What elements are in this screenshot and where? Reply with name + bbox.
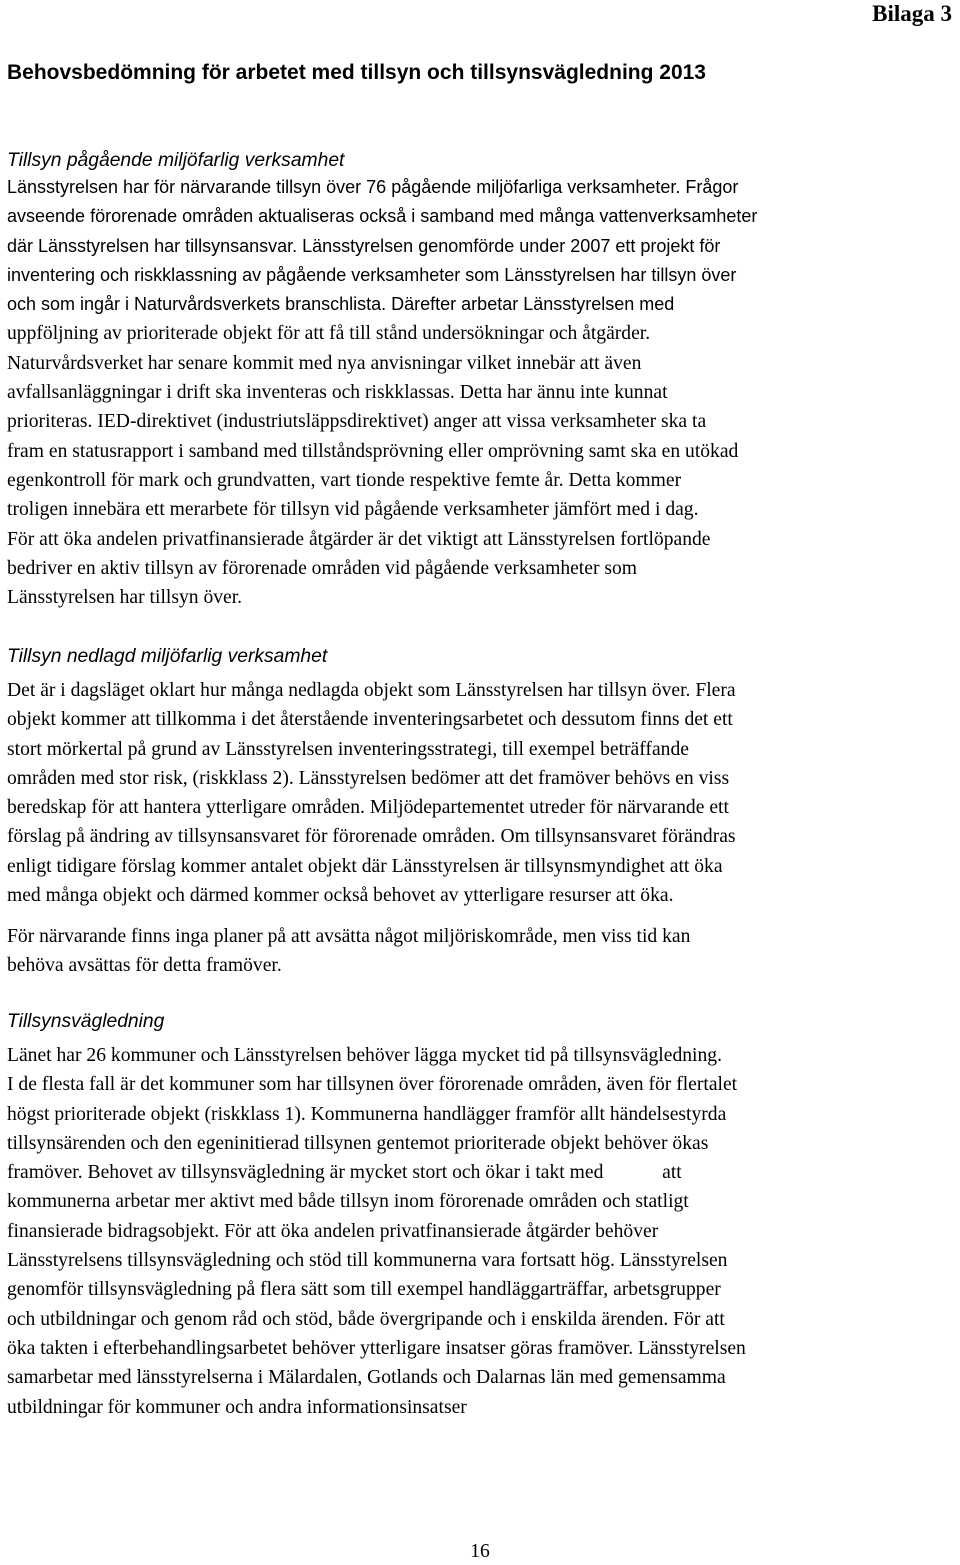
text-line: objekt kommer att tillkomma i det återstående inventeringsarbetet och dessutom finns det ett [7,709,733,731]
text-line: och utbildningar och genom råd och stöd, både övergripande och i enskilda ärenden. För att [7,1308,725,1330]
text-line: kommunerna arbetar mer aktivt med både tillsyn inom förorenade områden och statligt [7,1191,689,1213]
text-line: stort mörkertal på grund av Länsstyrelsen inventeringsstrategi, till exempel beträffande [7,738,689,760]
text-line: förslag på ändring av tillsynsansvaret för förorenade områden. Om tillsynsansvaret förändras [7,826,736,848]
text-line: Det är i dagsläget oklart hur många nedlagda objekt som Länsstyrelsen har tillsyn över. Flera [7,680,736,701]
paragraph-miljoriskomrade [7,922,957,981]
text-line: I de flesta fall är det kommuner som har tillsynen över förorenade områden, även för flertalet [7,1074,738,1096]
text-line: Naturvårdsverket har senare kommit med nya anvisningar vilket innebär att även [7,352,642,374]
text-line: bedriver en aktiv tillsyn av förorenade områden vid pågående verksamheter som [7,557,638,579]
text-line: avfallsanläggningar i drift ska inventeras och riskklassas. Detta har ännu inte kunnat [7,382,668,404]
text-line: uppföljning av prioriterade objekt för att få till stånd undersökningar och åtgärder. [7,323,651,345]
paragraph-nedlagd [7,676,957,910]
text-line: finansierade bidragsobjekt. För att öka andelen privatfinansierade åtgärder behöver [7,1220,659,1242]
text-line: enligt tidigare förslag kommer antalet objekt där Länsstyrelsen är tillsynsmyndighet att öka [7,855,723,877]
section-heading-pagaende: Tillsyn pågående miljöfarlig verksamhet [7,150,345,171]
text-line: prioriteras. IED-direktivet (industriutsläppsdirektivet) anger att vissa verksamheter ska ta [7,411,707,433]
section-heading-nedlagd: Tillsyn nedlagd miljöfarlig verksamhet [7,646,328,667]
text-line: fram en statusrapport i samband med tillståndsprövning eller omprövning samt ska en utökad [7,440,739,462]
text-line: egenkontroll för mark och grundvatten, vart tionde respektive femte år. Detta kommer [7,469,682,491]
text-line: tillsynsärenden och den egeninitierad tillsynen gentemot prioriterade objekt behöver ökas [7,1132,709,1154]
text-line-mixed [7,232,957,261]
text-line: Länsstyrelsens tillsynsvägledning och stöd till kommunerna vara fortsatt hög. Länsstyrelsen [7,1250,728,1272]
section-heading-tillsynsvagledning: Tillsynsvägledning [7,1011,165,1032]
text-line: utbildningar för kommuner och andra informationsinsatser [7,1396,467,1418]
text-line: och som ingår i Naturvårdsverkets branschlista. Därefter arbetar Länsstyrelsen med [7,294,675,315]
text-line: troligen innebära ett merarbete för tillsyn vid pågående verksamheter jämfört med i dag. [7,499,699,521]
text-line: genomför tillsynsvägledning på flera sätt som till exempel handläggarträffar, arbetsgrupper [7,1279,721,1301]
text-line: högst prioriterade objekt (riskklass 1). Kommunerna handlägger framför allt händelsestyrda [7,1103,727,1125]
text-line: med många objekt och därmed kommer också behovet av ytterligare resurser att öka. [7,885,674,907]
page-number: 16 [470,1541,490,1562]
text-line: områden med stor risk, (riskklass 2). Länsstyrelsen bedömer att det framöver behövs en viss [7,767,730,789]
text-line: inventering och riskklassning av pågående verksamheter som Länsstyrelsen har tillsyn över [7,264,737,285]
text-line: För närvarande finns inga planer på att avsätta något miljöriskområde, men viss tid kan [7,926,691,947]
text-line: beredskap för att hantera ytterligare områden. Miljödepartementet utreder för närvarande ett [7,797,729,819]
text-line-part: där Länsstyrelsen har tillsynsansvar. Länsstyrelsen genomförde under 2007 ett projekt för [7,235,721,256]
text-line: öka takten i efterbehandlingsarbetet behöver ytterligare insatser göras framöver. Länsstyrelsen [7,1337,746,1359]
text-line: Länet har 26 kommuner och Länsstyrelsen behöver lägga mycket tid på tillsynsvägledning. [7,1045,722,1066]
text-line: För att öka andelen privatfinansierade åtgärder är det viktigt att Länsstyrelsen fortlöpande [7,528,711,550]
text-line: samarbetar med länsstyrelserna i Mälardalen, Gotlands och Dalarnas län med gemensamma [7,1367,726,1389]
attachment-label: Bilaga 3 [872,1,952,26]
paragraph-tillsynsvagledning [7,1041,957,1422]
text-line: framöver. Behovet av tillsynsvägledning är mycket stort och ökar i takt med att [7,1162,682,1184]
text-line: avseende förorenade områden aktualiseras också i samband med många vattenverksamheter [7,206,758,227]
text-line: Länsstyrelsen har för närvarande tillsyn över 76 pågående miljöfarliga verksamheter. Frågor [7,177,739,197]
text-line: Länsstyrelsen har tillsyn över. [7,587,243,609]
text-line: behöva avsättas för detta framöver. [7,955,282,977]
document-title: Behovsbedömning för arbetet med tillsyn och tillsynsvägledning 2013 [7,61,706,84]
paragraph-pagaende [7,173,957,612]
